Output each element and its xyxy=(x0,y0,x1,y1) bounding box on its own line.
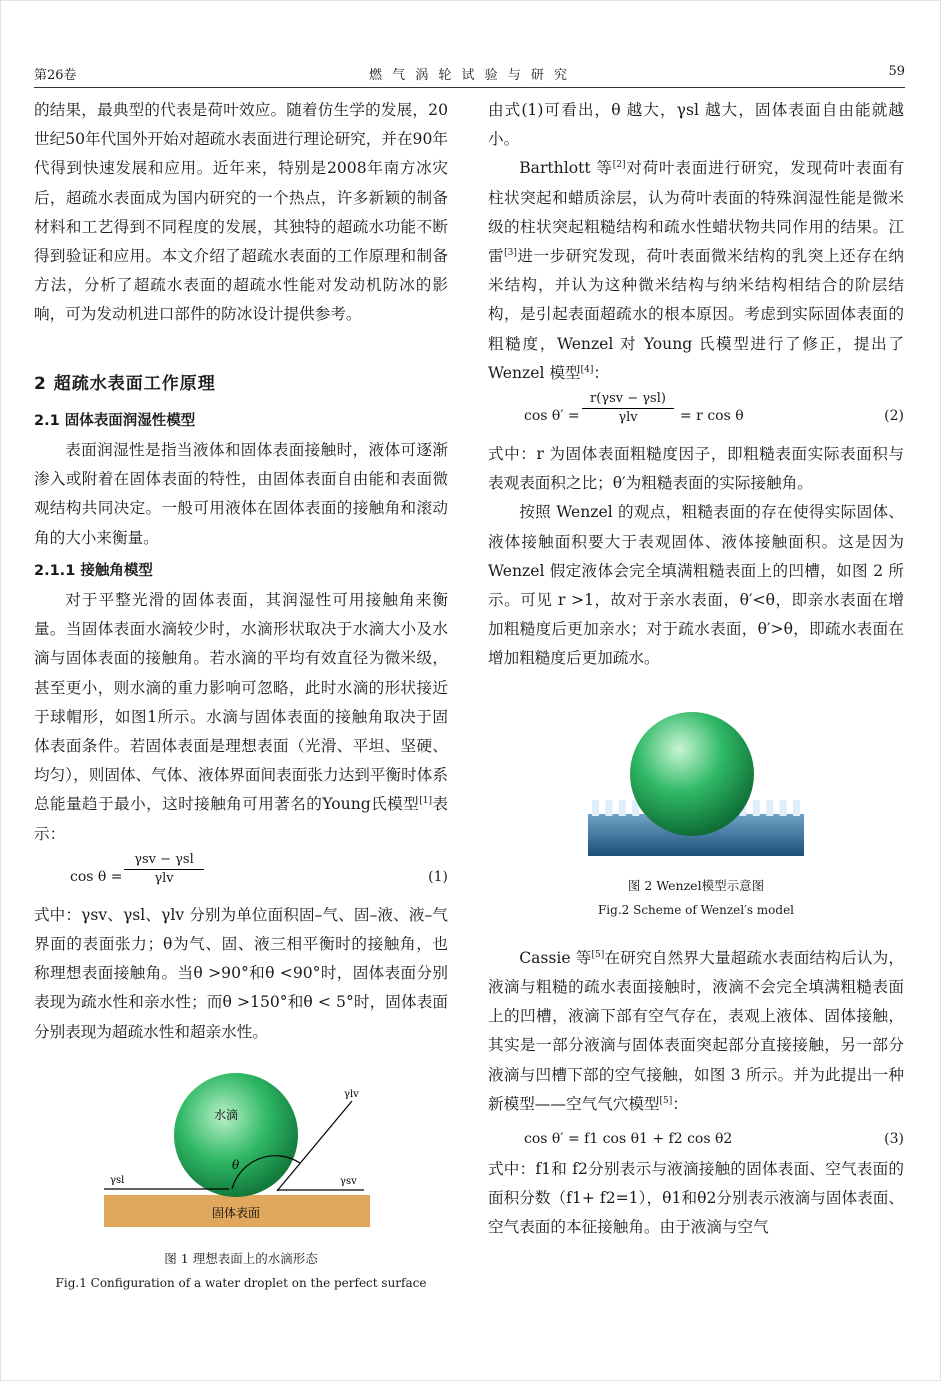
paragraph: 由式(1)可看出，θ 越大，γsl 越大，固体表面自由能就越小。 xyxy=(488,101,904,149)
equation-1 xyxy=(34,851,448,897)
substrate-pillar xyxy=(753,800,760,816)
equation-body: cos θ′ = f1 cos θ1 + f2 cos θ2 xyxy=(524,1131,733,1148)
paragraph-text: 对于平整光滑的固体表面，其润湿性可用接触角来衡量。当固体表面水滴较少时，水滴形状取决于水滴大小及水滴与固体表面的接触角。若水滴的平均有效直径为微米级，甚至更小，则水滴的重力影响可忽略，此时水滴的形状接近于球帽形，如图1所示。水滴与固体表面的接触角取决于固体表面条件。若固体表面是理想表面（光滑、平坦、坚硬、均匀），则固体、气体、液体界面间表面张力达到平衡时体系总能量趋于最小，这时接触角可用著名的Young氏模型 xyxy=(34,591,448,814)
volume-label: 第26卷 xyxy=(34,68,77,83)
paragraph xyxy=(488,154,904,388)
left-column xyxy=(34,96,448,1295)
equation-number: (1) xyxy=(428,868,448,885)
right-column xyxy=(488,96,904,1243)
paragraph-text: 在研究自然界大量超疏水表面结构后认为，液滴与粗糙的疏水表面接触时，液滴不会完全填满粗糙表面上的凹槽，液滴下部有空气存在，表观上液体、固体接触，其实是一部分液滴与固体表面突起部分直接接触，另一部分液滴与凹槽下部的空气接触，如图 3 所示。并为此提出一种新模型——空气气穴模型 xyxy=(488,948,904,1113)
equation-numerator: r(γsv − γsl) xyxy=(582,390,674,409)
wenzel-diagram xyxy=(576,704,816,864)
substrate-pillar xyxy=(793,800,800,816)
citation: [5] xyxy=(659,1095,673,1106)
paragraph: 按照 Wenzel 的观点，粗糙表面的存在使得实际固体、液体接触面积要大于表观固体、液体接触面积。这是因为 Wenzel 假定液体会完全填满粗糙表面上的凹槽，如图 2 所示。可见 r >1，故对于亲水表面，θ′<θ，即亲水表面在增加粗糙度后更加亲水；对于疏水表面，θ′>θ，即疏水表面在增加粗糙度后更加疏水。 xyxy=(488,503,904,668)
paragraph: 式中：r 为固体表面粗糙度因子，即粗糙表面实际表面积与表观表面积之比；θ′为粗糙表面的实际接触角。 xyxy=(488,445,904,493)
gsv-label: γsv xyxy=(340,1175,357,1187)
equation-number: (2) xyxy=(884,408,904,425)
paragraph-text: 对荷叶表面进行研究，发现荷叶表面有柱状突起和蜡质涂层，认为荷叶表面的特殊润湿性能是微米级的柱状突起粗糙结构和疏水性蜡状物共同作用的结果。江雷 xyxy=(488,159,904,266)
citation: [2] xyxy=(612,160,626,171)
citation: [4] xyxy=(580,364,594,375)
equation-3 xyxy=(488,1121,904,1151)
paragraph-text: Barthlott 等 xyxy=(519,159,613,178)
equation-lhs: cos θ′ = xyxy=(524,408,580,425)
figure-1 xyxy=(34,1067,448,1295)
gsl-label: γsl xyxy=(110,1174,125,1186)
surface-label: 固体表面 xyxy=(212,1205,261,1220)
substrate-pillar xyxy=(592,800,599,816)
droplet-diagram xyxy=(34,1067,448,1237)
paragraph: 式中：γsv、γsl、γlv 分别为单位面积固–气、固–液、液–气界面的表面张力；θ为气、固、液三相平衡时的接触角，也称理想表面接触角。当θ >90°和θ <90°时，固体表面分别表现为疏水性和亲水性；而θ >150°和θ < 5°时，固体表面分别表现为超疏水性和超亲水性。 xyxy=(34,905,448,1041)
header-rule xyxy=(34,87,905,88)
paragraph xyxy=(488,944,904,1119)
citation: [3] xyxy=(504,248,517,259)
figure-1-caption xyxy=(34,1247,448,1295)
equation-fraction xyxy=(582,390,674,427)
equation-denominator: γlv xyxy=(154,870,174,886)
paragraph-text: 进一步研究发现，荷叶表面微米结构的乳突上还存在纳米结构，并认为这种微米结构与纳米结构相结合的阶层结构，是引起表面超疏水的根本原因。考虑到实际固体表面的粗糙度，Wenzel 对 Young 氏模型进行了修正，提出了 Wenzel 模型 xyxy=(488,247,904,382)
glv-label: γlv xyxy=(344,1088,359,1100)
caption-cn: 图 1 理想表面上的水滴形态 xyxy=(164,1251,318,1267)
caption-en: Fig.2 Scheme of Wenzel′s model xyxy=(597,902,795,917)
journal-title: 燃 气 涡 轮 试 验 与 研 究 xyxy=(368,68,571,83)
drop-label: 水滴 xyxy=(214,1107,239,1122)
subsubsection-heading: 2.1.1 接触角模型 xyxy=(34,562,153,579)
paragraph: 的结果，最典型的代表是荷叶效应。随着仿生学的发展，20世纪50年代国外开始对超疏水表面进行理论研究，并在90年代得到快速发展和应用。近年来，特别是2008年南方冰灾后，超疏水表面成为国内研究的一个热点，许多新颖的制备材料和工艺得到不同程度的发展，其独特的超疏水功能不断得到验证和应用。本文介绍了超疏水表面的工作原理和制备方法，分析了超疏水表面的超疏水性能对发动机防冰的影响，可为发动机进口部件的防冰设计提供参考。 xyxy=(34,101,448,324)
substrate-pillar xyxy=(619,800,626,816)
equation-numerator: γsv − γsl xyxy=(124,851,204,870)
citation: [1] xyxy=(419,796,432,807)
substrate-pillar xyxy=(766,800,773,816)
equation-denominator: γlv xyxy=(618,410,638,426)
paragraph-text: Cassie 等 xyxy=(519,948,592,967)
equation-lhs: cos θ = xyxy=(70,868,123,885)
caption-cn: 图 2 Wenzel模型示意图 xyxy=(627,877,765,893)
paragraph-text: ： xyxy=(672,1094,688,1113)
subsection-heading: 2.1 固体表面润湿性模型 xyxy=(34,412,196,429)
equation-number: (3) xyxy=(884,1131,904,1148)
substrate-pillar xyxy=(780,800,787,816)
paragraph xyxy=(34,586,448,849)
caption-en: Fig.1 Configuration of a water droplet on the perfect surface xyxy=(55,1276,427,1291)
water-droplet xyxy=(630,712,754,836)
substrate-pillar xyxy=(605,800,612,816)
theta-label: θ xyxy=(232,1157,240,1172)
equation-rhs: = r cos θ xyxy=(680,408,744,425)
running-header xyxy=(34,64,905,86)
equation-fraction xyxy=(124,851,204,888)
paragraph: 表面润湿性是指当液体和固体表面接触时，液体可逐渐渗入或附着在固体表面的特性，由固体表面自由能和表面微观结构共同决定。一般可用液体在固体表面的接触角和滚动角的大小来衡量。 xyxy=(34,441,448,547)
paragraph-text: 表示： xyxy=(34,795,448,843)
figure-2 xyxy=(488,704,904,922)
paragraph-text: ： xyxy=(593,363,609,382)
citation: [5] xyxy=(591,949,605,960)
page-number: 59 xyxy=(888,64,905,79)
section-heading: 2 超疏水表面工作原理 xyxy=(34,373,216,394)
figure-2-caption xyxy=(488,874,904,922)
equation-2 xyxy=(488,390,904,436)
paragraph: 式中：f1和 f2分别表示与液滴接触的固体表面、空气表面的面积分数（f1+ f2=1），θ1和θ2分别表示液滴与固体表面、空气表面的本征接触角。由于液滴与空气 xyxy=(488,1160,904,1237)
